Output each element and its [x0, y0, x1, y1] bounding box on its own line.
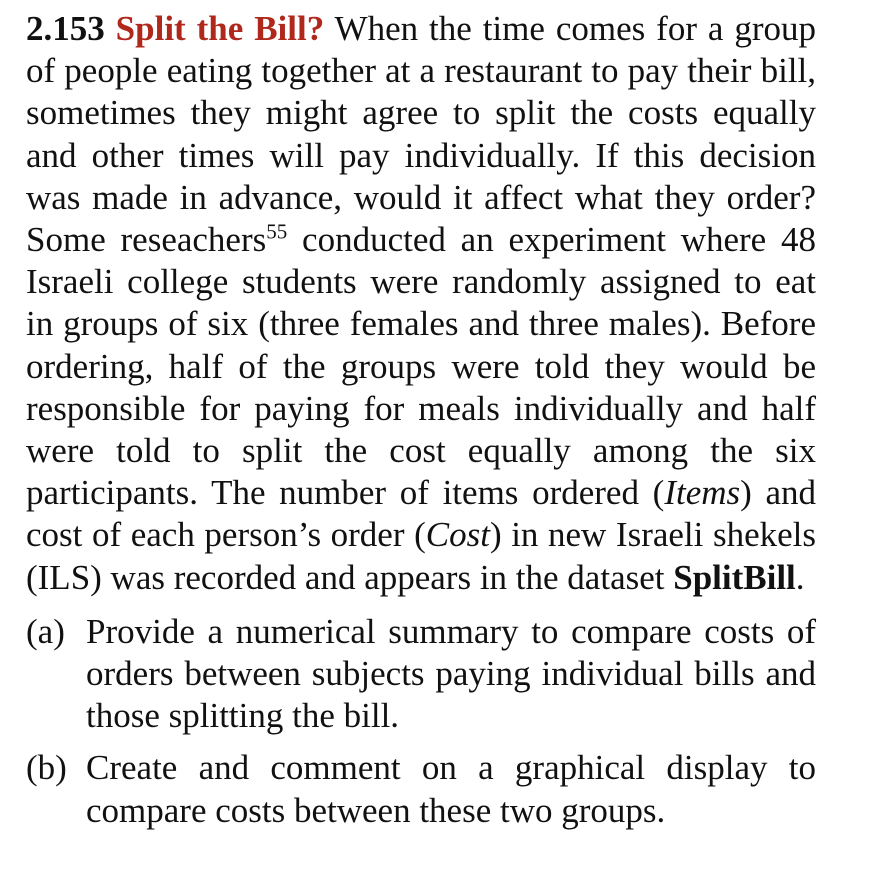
exercise-parts — [26, 611, 816, 832]
part-b-text: Create and comment on a graphical display to compare costs between these two groups. — [86, 748, 816, 830]
footnote-reference: 55 — [266, 219, 288, 244]
variable-cost: Cost — [425, 515, 490, 555]
exercise-text-5: . — [795, 557, 805, 597]
exercise-page — [26, 8, 816, 842]
dataset-name: SplitBill — [673, 557, 796, 597]
part-a — [26, 611, 816, 738]
exercise-text-2: conducted an experiment where 48 Israeli college students were randomly assigned to eat in groups of six (three females and three males). Before ordering, half of the groups were told they would be responsible for paying for meals individually and half were told to split the cost equally among the six participants. The number of items ordered ( — [26, 220, 817, 513]
exercise-title: Split the Bill? — [115, 9, 325, 48]
part-b — [26, 747, 816, 831]
exercise-text-4: ) in new Israeli shekels (ILS) was recorded and appears in the dataset — [26, 515, 816, 597]
variable-items: Items — [664, 473, 741, 513]
exercise-text-1: When the time comes for a group of people eating together at a restaurant to pay their bill, sometimes they might agree to split the costs equally and other times will pay individually. If this decision was made in advance, would it affect what they order? Some reseachers — [26, 9, 817, 260]
part-b-label: (b) — [26, 748, 67, 788]
exercise-paragraph — [26, 8, 816, 599]
exercise-number: 2.153 — [26, 9, 105, 48]
part-a-text: Provide a numerical summary to compare costs of orders between subjects paying individual bills and those splitting the bill. — [86, 611, 816, 736]
exercise-text-3: ) and cost of each person’s order ( — [26, 473, 816, 555]
part-a-label: (a) — [26, 611, 65, 651]
